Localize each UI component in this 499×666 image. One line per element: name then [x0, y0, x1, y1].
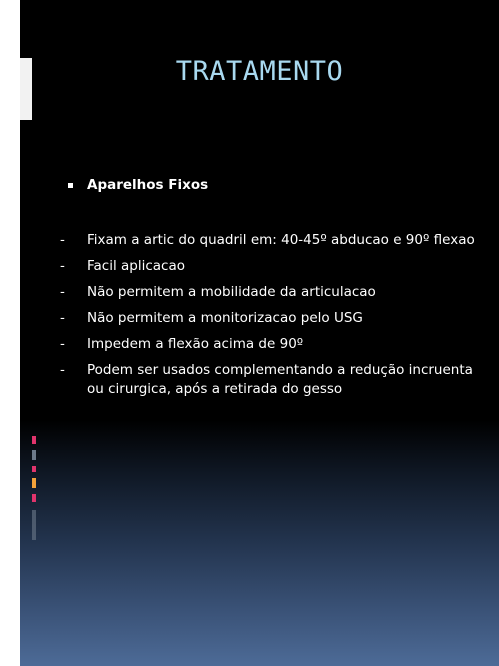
left-margin	[0, 0, 20, 666]
list-item	[60, 361, 480, 398]
accent-stripes	[32, 436, 36, 666]
list-item	[60, 257, 480, 276]
dash-bullet: -	[60, 310, 65, 326]
dash-bullet: -	[60, 362, 65, 378]
list-item	[60, 231, 480, 250]
list-item	[60, 309, 480, 328]
section-heading: Aparelhos Fixos	[87, 177, 209, 193]
bullet-list	[60, 231, 480, 406]
dash-bullet: -	[60, 336, 65, 352]
list-item	[60, 283, 480, 302]
dash-bullet: -	[60, 284, 65, 300]
dash-bullet: -	[60, 258, 65, 274]
slide-title: TRATAMENTO	[175, 56, 344, 87]
heading-bullet-icon	[68, 183, 73, 188]
list-item	[60, 335, 480, 354]
list-item-text: Não permitem a monitorizacao pelo USG	[87, 310, 363, 326]
dash-bullet: -	[60, 232, 65, 248]
list-item-text: Impedem a flexão acima de 90º	[87, 336, 304, 352]
list-item-text: Facil aplicacao	[87, 258, 186, 274]
list-item-text: Não permitem a mobilidade da articulacao	[87, 284, 376, 300]
slide	[20, 0, 499, 666]
list-item-text: Fixam a artic do quadril em: 40-45º abducao e 90º flexao	[87, 232, 475, 248]
list-item-text: Podem ser usados complementando a redução incruenta ou cirurgica, após a retirada do gesso	[87, 362, 473, 397]
